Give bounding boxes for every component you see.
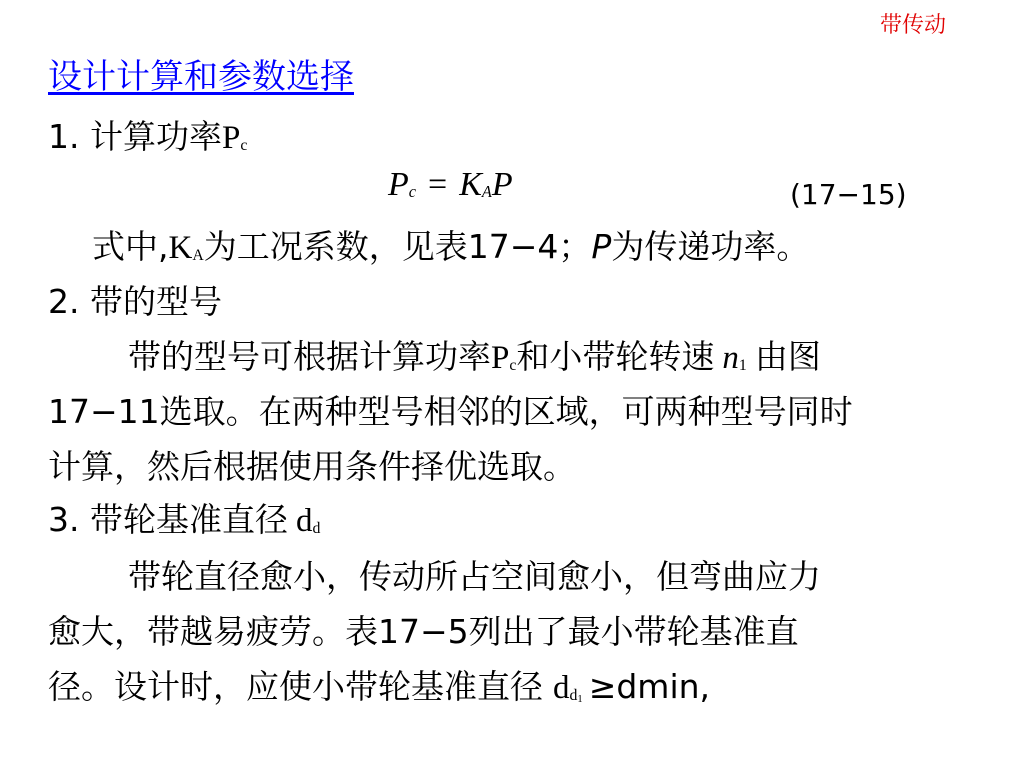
step1-text: 1. 计算功率 <box>48 117 222 156</box>
where-post: 为传递功率。 <box>611 227 810 266</box>
step3-heading <box>48 500 321 539</box>
section-title: 设计计算和参数选择 <box>48 57 354 97</box>
where-pre: 式中, <box>92 227 169 266</box>
step3-l3b: ≥dmin, <box>588 667 711 706</box>
step3-d-sub: d <box>312 519 321 537</box>
step2-l1a: 带的型号可根据计算功率 <box>128 337 491 376</box>
step3-line3 <box>48 667 711 706</box>
where-line <box>92 227 810 266</box>
formula-pc <box>388 166 513 204</box>
equation-number: (17−15) <box>790 178 907 211</box>
step2-line2: 17−11选取。在两种型号相邻的区域，可两种型号同时 <box>48 392 853 431</box>
formula-equals: = <box>428 166 448 203</box>
formula-c: c <box>408 181 417 201</box>
step2-n-sub: 1 <box>738 356 747 374</box>
step3-l3-d: d <box>553 670 570 706</box>
step2-heading: 2. 带的型号 <box>48 282 222 321</box>
step2-line1 <box>128 337 821 376</box>
where-k: K <box>168 230 193 266</box>
step3-l3-sub: d <box>569 686 578 704</box>
step3-heading-text: 3. 带轮基准直径 <box>48 500 288 539</box>
formula-p: P <box>388 166 409 203</box>
where-p: P <box>591 227 612 266</box>
step2-pc: P <box>491 340 510 376</box>
step1-heading <box>48 117 248 156</box>
step2-l1b: 和小带轮转速 <box>516 337 715 376</box>
formula-a: A <box>481 181 492 201</box>
step2-l1c2: 由图 <box>754 337 821 376</box>
pc-symbol: P <box>221 120 241 156</box>
step3-d: d <box>295 503 313 539</box>
step3-line1: 带轮直径愈小，传动所占空间愈小，但弯曲应力 <box>128 557 821 596</box>
step3-l3-sub1: 1 <box>577 693 583 705</box>
pc-subscript: c <box>240 136 248 154</box>
where-mid: 为工况系数，见表17−4； <box>203 227 592 266</box>
step3-l3a: 径。设计时，应使小带轮基准直径 <box>48 667 543 706</box>
step2-line3: 计算，然后根据使用条件择优选取。 <box>48 447 576 486</box>
slide-header: 带传动 <box>880 13 947 38</box>
formula-p2: P <box>491 166 513 203</box>
where-a: A <box>192 246 204 264</box>
step2-pc-sub: c <box>509 356 517 374</box>
step2-n: n <box>722 340 739 376</box>
formula-k: K <box>459 166 482 203</box>
step3-line2: 愈大，带越易疲劳。表17−5列出了最小带轮基准直 <box>48 612 799 651</box>
